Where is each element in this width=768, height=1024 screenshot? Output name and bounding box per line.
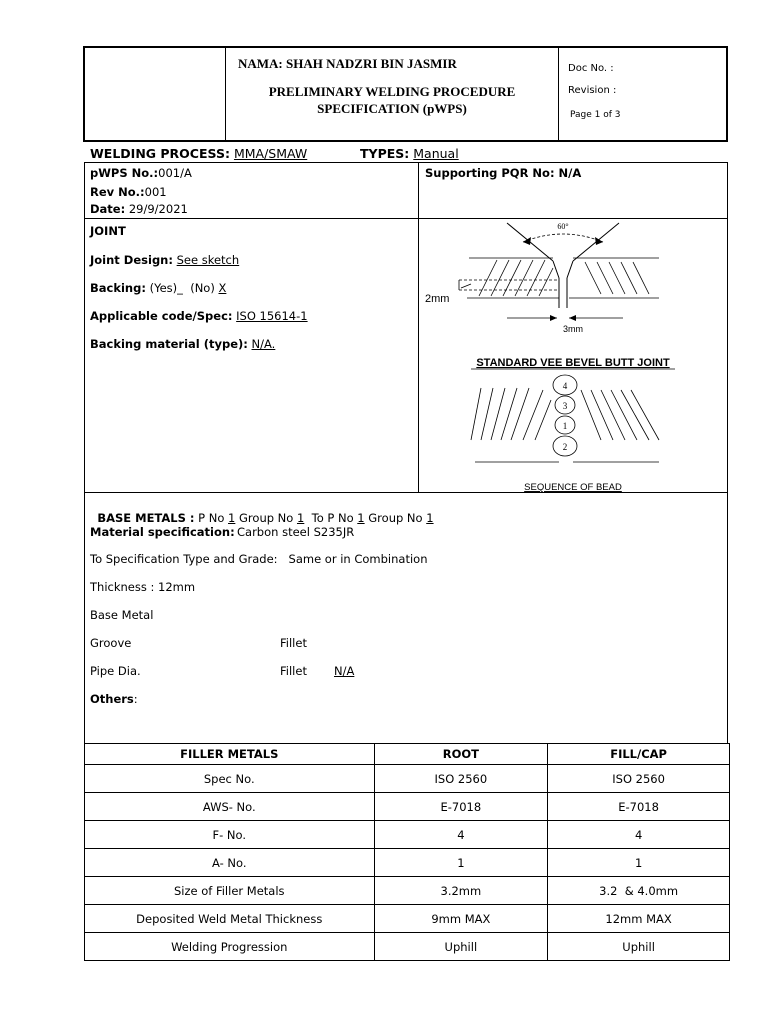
joint-design-value: See sketch [176,253,240,267]
backing-material-value: N/A. [251,337,276,351]
to-spec-line: To Specification Type and Grade: Same or in Combination [90,552,428,566]
fill-cap-cell: 3.2 & 4.0mm [548,877,730,905]
bead-1: 1 [562,421,568,431]
table-row [85,933,730,961]
others-colon: : [133,692,138,706]
rev-value: 001 [144,185,167,199]
table-header-row [85,744,730,765]
root-cell: 3.2mm [374,877,548,905]
row-label: Deposited Weld Metal Thickness [85,905,375,933]
welding-process-label: WELDING PROCESS: [90,146,230,161]
rev-label: Rev No.: [90,185,145,199]
types-value: Manual [413,146,459,161]
thickness-line: Thickness : 12mm [90,580,196,594]
root-cell: Uphill [374,933,548,961]
root-cell: 4 [374,821,548,849]
root-gap-label: 3mm [563,324,583,334]
types-line [360,146,459,161]
row-label: Spec No. [85,765,375,793]
root-cell: ISO 2560 [374,765,548,793]
p-no-label: P No [194,511,229,525]
fill-cap-cell: E-7018 [548,793,730,821]
table-row [85,905,730,933]
page-indicator: Page 1 of 3 [570,110,621,120]
base-metals-line [90,497,434,525]
fill-cap-cell: 1 [548,849,730,877]
doc-title-line2: SPECIFICATION (pWPS) [317,101,467,116]
backing-value: (Yes)_ (No) [145,281,219,295]
to-group-no-value: 1 [426,511,434,525]
fill-cap-cell: Uphill [548,933,730,961]
row-label: Welding Progression [85,933,375,961]
backing-mark: X [218,281,227,295]
pwps-value: 001/A [158,166,192,180]
pwps-line [90,166,192,180]
fillet-value-2: N/A [334,664,355,678]
backing-material-line [90,337,275,351]
table-row [85,877,730,905]
header-root: ROOT [374,744,548,765]
doc-no-label: Doc No. : [568,63,614,74]
divider-base-metals [84,492,728,493]
pwps-label: pWPS No.: [90,166,159,180]
header-fill-cap: FILL/CAP [548,744,730,765]
group-no-value: 1 [296,511,305,525]
others-line [90,692,138,706]
date-line [90,202,188,216]
supporting-pqr: Supporting PQR No: N/A [425,166,582,180]
table-row [85,849,730,877]
group-no-label: Group No [235,511,297,525]
header-divider-right [558,46,559,142]
table-row [85,821,730,849]
fill-cap-cell: 4 [548,821,730,849]
revision-label: Revision : [568,85,617,96]
doc-title-line1: PRELIMINARY WELDING PROCEDURE [268,84,516,99]
material-spec-value: Carbon steel S235JR [237,525,355,539]
row-label: AWS- No. [85,793,375,821]
fill-cap-cell: ISO 2560 [548,765,730,793]
applicable-code-label: Applicable code/Spec: [90,309,233,323]
types-label: TYPES: [360,146,410,161]
root-cell: 1 [374,849,548,877]
backing-material-label: Backing material (type): [90,337,248,351]
filler-metals-table [84,743,730,961]
applicable-code-value: ISO 15614-1 [236,309,308,323]
joint-sketch [419,218,727,492]
bead-sequence-caption: SEQUENCE OF BEAD [524,482,622,492]
backing-line [90,281,226,295]
root-face-label: 2mm [425,293,450,305]
root-cell: 9mm MAX [374,905,548,933]
bead-3: 3 [562,401,568,411]
welding-process-line [90,146,307,161]
date-value: 29/9/2021 [128,202,188,216]
bevel-angle-label: 60° [557,222,569,231]
row-label: A- No. [85,849,375,877]
others-label: Others [90,692,134,706]
p-no-value: 1 [228,511,236,525]
rev-line [90,185,167,199]
joint-heading: JOINT [90,224,126,238]
welding-process-value: MMA/SMAW [233,146,308,161]
joint-design-label: Joint Design: [90,253,173,267]
row-label: Size of Filler Metals [85,877,375,905]
header-filler-metals: FILLER METALS [85,744,375,765]
table-row [85,765,730,793]
to-p-no-label: To P No [304,511,358,525]
material-spec-label: Material specification: [90,525,235,539]
row-label: F- No. [85,821,375,849]
base-metals-label: BASE METALS : [97,511,195,525]
base-metal-line: Base Metal [90,608,154,622]
bead-4: 4 [562,381,568,391]
fill-cap-cell: 12mm MAX [548,905,730,933]
joint-caption: STANDARD VEE BEVEL BUTT JOINT [476,357,670,369]
table-row [85,793,730,821]
to-p-no-value: 1 [357,511,365,525]
joint-design-line [90,253,239,267]
applicable-code-line [90,309,308,323]
root-cell: E-7018 [374,793,548,821]
groove-label: Groove [90,636,132,650]
pipe-dia-label: Pipe Dia. [90,664,141,678]
backing-label: Backing: [90,281,146,295]
date-label: Date: [90,202,126,216]
fillet-label-2: Fillet [280,664,307,678]
to-group-no-label: Group No [364,511,427,525]
bead-2: 2 [562,442,568,452]
author-name: NAMA: SHAH NADZRI BIN JASMIR [238,56,457,71]
fillet-label-1: Fillet [280,636,307,650]
